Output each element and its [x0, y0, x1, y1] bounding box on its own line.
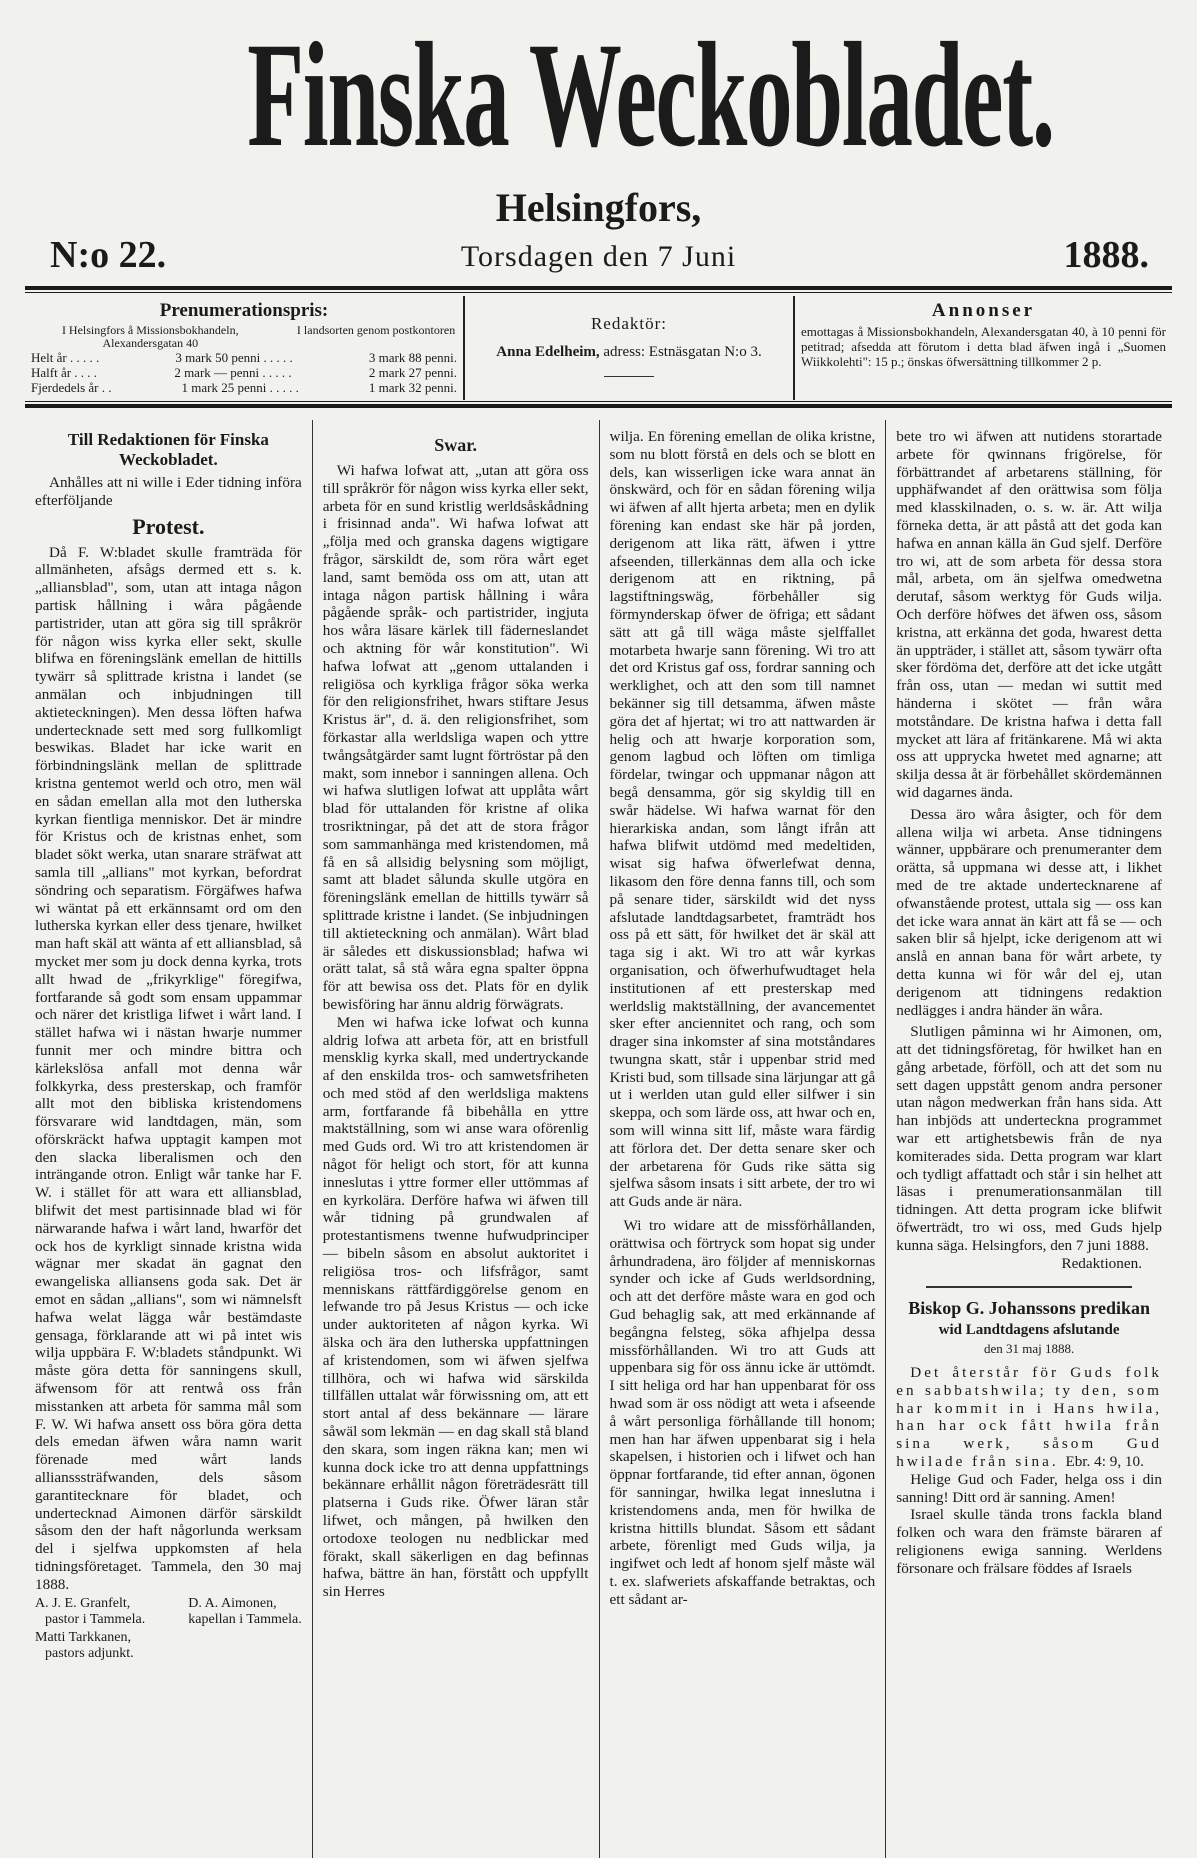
column-3: [599, 420, 886, 1858]
signer-name: Matti Tarkkanen,: [35, 1629, 131, 1645]
reply-signature: Redaktionen.: [1061, 1254, 1142, 1272]
sermon-date: den 31 maj 1888.: [983, 1341, 1075, 1357]
paragraph: Men wi hafwa icke lofwat och kunna aldrig lofwa att arbeta för, att en bristfull mensklig kyrka skall, med undertryckande af den enskilda tros- och samwetsfriheten och med stöd af den werldsliga maktens arm, fortfarande få bibehålla en yttre maktställning, som wi anse wara oförenlig med Guds ord. Wi tro att kristendomen är något för heligt och stort, för att kunna inneslutas i yttre former eller uttömmas af en kyrkolära. Derföre hafwa wi äfwen till wår tidning på grundwalen af protestantismens twenne hufwudprinciper — bibeln såsom en absolut auktoritet i religiösa tros- och lifsfrågor, samt menniskans rättfärdiggörelse genom en lefwande tro på Jesus Kristus — och icke under auktoriteten af någon kyrka. Wi älska och ära den lutherska uppfattningen af kristendomen, som wi äfwen sjelfwa tillhöra, och wi hafwa wid särskilda tillfällen uttalat wår förwissning om, att ett stort antal af dess bekännare — lärare såwäl som lekmän — en dag skall stå bland den skara, som ingen räkna kan; men wi kunna dock icke tro att denna uppfattnings bekännare erhållit någon företrädesrätt till platserna i Guds rike. Öfwer läran står lifwet, och mången, på hwilken den ortodoxe teologen nu nedblickar med förakt, skall säkerligen en dag befinnas hafwa, bättre än han, förstått och uppfyllt sin Herres: [322, 1013, 589, 1601]
ads-text: emottagas å Missionsbokhandeln, Alexandersgatan 40, à 10 penni för petitrad; afsedda att förutom i detta blad äfwen ingå i „Suomen Wiikkolehti": 15 p.; önskas öfwersättning tillkommer 2 p.: [801, 324, 1166, 369]
sermon-prayer: Helige Gud och Fader, helga oss i din sanning! Ditt ord är sanning. Amen!: [896, 1470, 1162, 1506]
editor-name: Anna Edelheim,: [496, 344, 600, 360]
column-1: [25, 420, 312, 1858]
price-label: Fjerdedels år . .: [31, 380, 112, 395]
signer-title: pastor i Tammela.: [45, 1611, 146, 1627]
signer-title: pastors adjunkt.: [45, 1645, 134, 1661]
advertising-info: [795, 296, 1172, 400]
divider: [25, 404, 1172, 408]
verse-text: Det återstår för Guds folk en sabbatshwila; ty den, som har kommit in i Hans hwila, han har ock fått hwila från sina werk, såsom Gud hwilade från sina.: [896, 1364, 1162, 1471]
editor-heading: Redaktör:: [590, 314, 668, 333]
signature: [188, 1596, 301, 1628]
price-row: [31, 380, 457, 395]
signer-title: kapellan i Tammela.: [188, 1611, 302, 1627]
paragraph: Dessa äro wåra åsigter, och för dem allena wilja wi arbeta. Anse tidningens wänner, uppbärare och prenumeranter dem orätta, så uppmana wi desse att, i likhet med de tre aktade undertecknarene af ofwanstående protest, uttala sig — oss kan det icke wara annat än kärt att få se — och saken blir så hjelpt, icke derigenom att wi anslå en annan bana för wårt arbete, ty detta kunna wi för wår del ej, utan derigenom att tidningens redaktion nedlägges i andra händer än wåra.: [896, 805, 1162, 1019]
signature: [35, 1630, 302, 1662]
protest-body: Då F. W:bladet skulle framträda för allmänheten, afsågs dermed ett s. k. „alliansblad", som, utan att intaga någon partisk hållning i wåra pågående partistrider, utan att göra sig till språkrör för någon wiss kyrka eller sekt, skulle blifwa en föreningslänk emellan de hittills tywärr så splittrade kristna i landet (se anmälan och inbjudningen till aktieteckningen). Men dessa löften hafwa undertecknade sett med sorg fullkomligt beswikas. Bladet har icke warit en förbindningslänk mellan de splittrade kristna gentemot werld och otro, men wäl en sådan emellan alla mot den lutherska kyrkan fientliga menniskor. Det är mindre för Kristus och de kristnas enhet, som bladet sökt werka, utan snarare sträfwat att samla till „allians" mot kyrkan, befordrat söndring och separatism. Förgäfwes hafwa wi wäntat på ett erkännsamt ord om den lutherska kyrkan eller dess tjenare, hwilket man haft skäl att wänta af ett alliansblad, så mycket mer som ju dock denna kyrka, trots allt hwad de „frikyrklige" föregifwa, fortfarande så godt som ensam uppammar och närer det kristliga lifwet i wårt land. I stället hafwa wi i nästan hwarje nummer funnit mer och mindre bittra och kärlekslösa anfall mot denna wår folkkyrka, dess presterskap, och framför allt mot den bibliska kristendomens försvarare wid landtdagen, män, som oförskräckt hafwa upptagit kampen mot den slacka liberalismen och den inträngande otron. Enligt wår tanke har F. W. i stället för att wara ett alliansblad, blifwit det mest partisinnade blad wi för närwarande hafwa i wårt land, hwarför det ock hos de kyrkligt sinnade kristna wida wägnar mer skadat än gagnat den ewangeliska alliansens goda sak. Det är emot en sådan „allians", som wi nämnelsft hafwa welat lägga wår bestämdaste gensaga, förklarande att wi på intet wis wilja uppbära F. W:bladets ståndpunkt. Wi måste göra detta för sanningens skull, äfwensom för att rentwå oss från misstanken att arbeta för samma mål som F. W. Wi hafwa ansett oss böra göra detta dels emedan äfwen wåra namn warit förenade med wårt lands alliansssträfwanden, dels såsom garantitecknare för bladet, och undertecknad Aimonen därför särskildt såsom den der haft någorlunda werksam del i sjelfwa uppkomsten af hela tidningsföretaget. Tammela, den 30 maj 1888.: [35, 543, 302, 1593]
issue-number: N:o 22.: [50, 234, 167, 276]
price-b: 2 mark 27 penni.: [368, 365, 457, 380]
paragraph: Wi tro widare att de missförhållanden, orättwisa och förtryck som hopat sig under århundradena, äro följder af menniskornas synder och icke af Guds werldsordning, och att det derföre måste wara en god och Gud behaglig sak, att med erkännande af begångna felsteg, söka afhjelpa dessa missförhållanden. Wi tro att Guds att uppenbara sig för oss ännu icke är uttömdt. I sitt heliga ord har han uppenbarat för oss hwad som är oss nödigt att weta i afseende å wårt personliga förhållande till honom; men han har äfwen uppenbarat sig i hela skapelsen, i historien och i lifwet och han öppnar fortfarande, tid efter annan, ögonen för sanningar, hwilka legat inneslutna i kristendomens anda, men för hwilka de kristna hittills blundat. Såsom ett sådant arbete, förenligt med Guds wilja, ja ingifwet och ledt af honom sjelf måste wäl t. ex. slafweriets afskaffande betraktas, och ett sådant ar-: [609, 1217, 876, 1608]
divider: [25, 401, 1172, 402]
divider: [604, 376, 654, 377]
sermon-title: Biskop G. Johanssons predikan: [908, 1298, 1151, 1319]
price-row: [31, 350, 457, 365]
issue-date: Torsdagen den 7 Juni: [460, 240, 737, 273]
divider: [926, 1286, 1132, 1288]
column-2: [312, 420, 599, 1858]
paragraph: Israel skulle tända trons fackla bland folken och wara den främste bäraren af religionens ewiga sanning. Werldens försonare och frälsare föddes af Israels: [896, 1506, 1162, 1577]
price-a: 2 mark — penni . . . . .: [174, 365, 292, 380]
price-a: 3 mark 50 penni . . . . .: [175, 350, 293, 365]
letter-heading: Till Redaktionen för Finska Weckobladet.: [67, 430, 269, 469]
sermon-verse: [896, 1364, 1162, 1471]
city: Helsingfors,: [495, 185, 702, 230]
price-label: Helt år . . . . .: [31, 350, 100, 365]
issue-year: 1888.: [1063, 234, 1149, 276]
letter-intro: Anhålles att ni wille i Eder tidning införa efterföljande: [35, 474, 302, 509]
paragraph: wilja. En förening emellan de olika kristne, som nu blott förstå en dels och se blott en dels, kan wisserligen icke wara annat än önskwärd, och för en sådan förening wilja wi äfwen af allt hjerta arbeta; men en dylik förening kan endast ske här på jorden, derigenom att lika rätt, äfwen i yttre afseenden, tillerkännas dem alla och icke derigenom att en riktning, på lagstiftningswäg, förbehåller sig förmynderskap öfwer de öfriga; ett sådant sätt att gå till wäga måste sjelffallet motarbeta hwarje sann förening. Wi tro att det ord Kristus gaf oss, fordrar sanning och werklighet, och att den som till namnet bekänner sig till detsamma, äfwen måste göra det af hjertat; wi tro att nattwarden är helig och att hwarje korporation som, genom lagbud och löften om timliga fördelar, twingar och uppmanar någon att begå densamma, gör sig skyldig till en swår hädelse. Wi hafwa warnat för den hierarkiska andan, som långt ifrån att hafwa blifwit utdömd med medeltiden, wisat sig hafwa öfwerlefwat denna, likasom den före denna fanns till, och som på senare tider, särskildt wid det nyss afslutade landtdagsarbetet, framträdt hos oss på ett sätt, för hwilket det är skäl att taga sig i akt. Wi tro att wår kyrkas organisation, och öfwerhufwudtaget hela institutionen af ett presterskap med werldslig maktställning, der avancementet sker efter anciennitet och rang, och som drager sina inkomster af sina motståndares twungna skatt, står i uppenbar strid med Kristi bud, som tillsade sina lärjungar att gå ut i werlden utan guld eller silfwer i sin skeppa, och som lärde oss, att hwar och en, som will winna sitt lif, måste wara färdig att förlora det. Der detta senare sker och der arbetarena för Guds rike sätta sig sjelfwa såsom insats i sitt arbete, der tro wi att Guds ande är nära.: [609, 428, 876, 1211]
price-b: 1 mark 32 penni.: [368, 380, 457, 395]
article-columns: [25, 420, 1172, 1858]
divider: [25, 286, 1172, 290]
column-4: [885, 420, 1172, 1858]
protest-title: Protest.: [132, 513, 205, 539]
paragraph: Slutligen påminna wi hr Aimonen, om, att det tidningsföretag, för hwilket han en gång arbetade, förföll, och att det som nu sett dagen uppstått genom andra personer utan någon medwerkan från hans sida. Att han inbjöds att underteckna programmet war ett artighetsbewis från de nya komiterades sida. Detta program war klart och tydligt affattadt och står i sin helhet att läsas i prenumerationsanmälan till tidningen. Att detta program icke blifwit öfwerträdt, tro wi oss, med Guds hjelp kunna säga. Helsingfors, den 7 juni 1888.: [896, 1023, 1162, 1254]
paragraph: Wi hafwa lofwat att, „utan att göra oss till språkrör för någon wiss kyrka eller sekt, arbeta för en sund kristlig werldsåskådning i frisinnad anda". Wi hafwa lofwat att „följa med och granska dagens wigtigare frågor, särskildt de, som röra wårt eget land, samt bemöda oss om att, utan att intaga någon partisk hållning i wåra pågående språk- och partistrider, ingjuta hos wåra läsare kärlek till fäderneslandet och aktning för wår konstitution". Wi hafwa lofwat att „genom uttalanden i religiösa och kyrkliga frågor söka werka för den religionsfrihet, hwars stiftare Jesus Kristus är", d. ä. den religionsfrihet, som förkastar alla werldsliga wapen och yttre twångsåtgärder samt lugnt förtröstar på den makt, som innebor i sanningen allena. Och wi hafwa slutligen lofwat att upplåta wårt blad för uttalanden för kristne af olika trosriktningar, på det att de stora frågor som sammanhänga med kristendomen, må få en så allsidig belysning som möjligt, samt att bladet sålunda skulle utgöra en föreningslänk emellan de hittills tywärr så splittrade kristne i landet. (Se inbjudningen till aktieteckning och anmälan). Wårt blad är således ett diskussionsblad; hafwa wi orätt talat, så stå wåra egna spalter öppna för att bewisa oss det. Plats för en dylik bewisföring har ännu aldrig förwägrats.: [322, 462, 589, 1013]
signer-name: D. A. Aimonen,: [188, 1595, 277, 1611]
reply-title: Swar.: [434, 435, 478, 455]
verse-reference: Ebr. 4: 9, 10.: [1065, 1453, 1144, 1471]
signatures: [35, 1596, 302, 1628]
sermon-subtitle: wid Landtdagens afslutande: [938, 1322, 1120, 1339]
signature: [35, 1596, 145, 1628]
divider: [25, 292, 1172, 293]
newspaper-title: Finska Weckobladet.: [247, 12, 1054, 178]
paragraph: bete tro wi äfwen att nutidens storartade arbete för qwinnans frigörelse, för förbättrandet af arbetarens ställning, för upphäfwandet af den orättwisa som följa med klasskilnaden, o. s. w. är. Att wilja förneka detta, är att påstå att det goda kan hafwa en annan källa än Gud sjelf. Derföre tro wi, att de som arbeta för dessa stora mål, arbeta, om än sjelfwa omedwetna derutaf, såsom werktyg för Guds wilja. Och derföre höfwes det äfwen oss, såsom kristna, att erkänna det goda, hwarest detta än uppträder, i stället att, såsom tywärr ofta sker fördöma det, derföre att det icke utgått från oss, utan — medan wi suttit med händerna i skötet — från wåra motståndare. De kristna hafwa i detta fall mycket att lära af fritänkarene. Må wi akta oss att upprycka hwetet med agnarne; att skilja dessa åt är förbehållet skördemännen wid dagarnes ända.: [896, 428, 1162, 801]
province-header: I landsorten genom postkontoren: [296, 323, 456, 337]
price-b: 3 mark 88 penni.: [368, 350, 457, 365]
subscription-prices: [25, 296, 465, 400]
info-box: [25, 296, 1172, 400]
editor-address: adress: Estnäsgatan N:o 3.: [603, 344, 762, 360]
price-row: [31, 365, 457, 380]
subscription-heading: Prenumerationspris:: [159, 300, 329, 321]
price-label: Halft år . . . .: [31, 365, 98, 380]
editor-info: [465, 296, 795, 400]
price-a: 1 mark 25 penni . . . . .: [181, 380, 299, 395]
helsingfors-header: I Helsingfors å Missionsbokhandeln, Alexandersgatan 40: [61, 323, 239, 350]
signer-name: A. J. E. Granfelt,: [35, 1595, 131, 1611]
ads-heading: Annonser: [931, 300, 1036, 321]
